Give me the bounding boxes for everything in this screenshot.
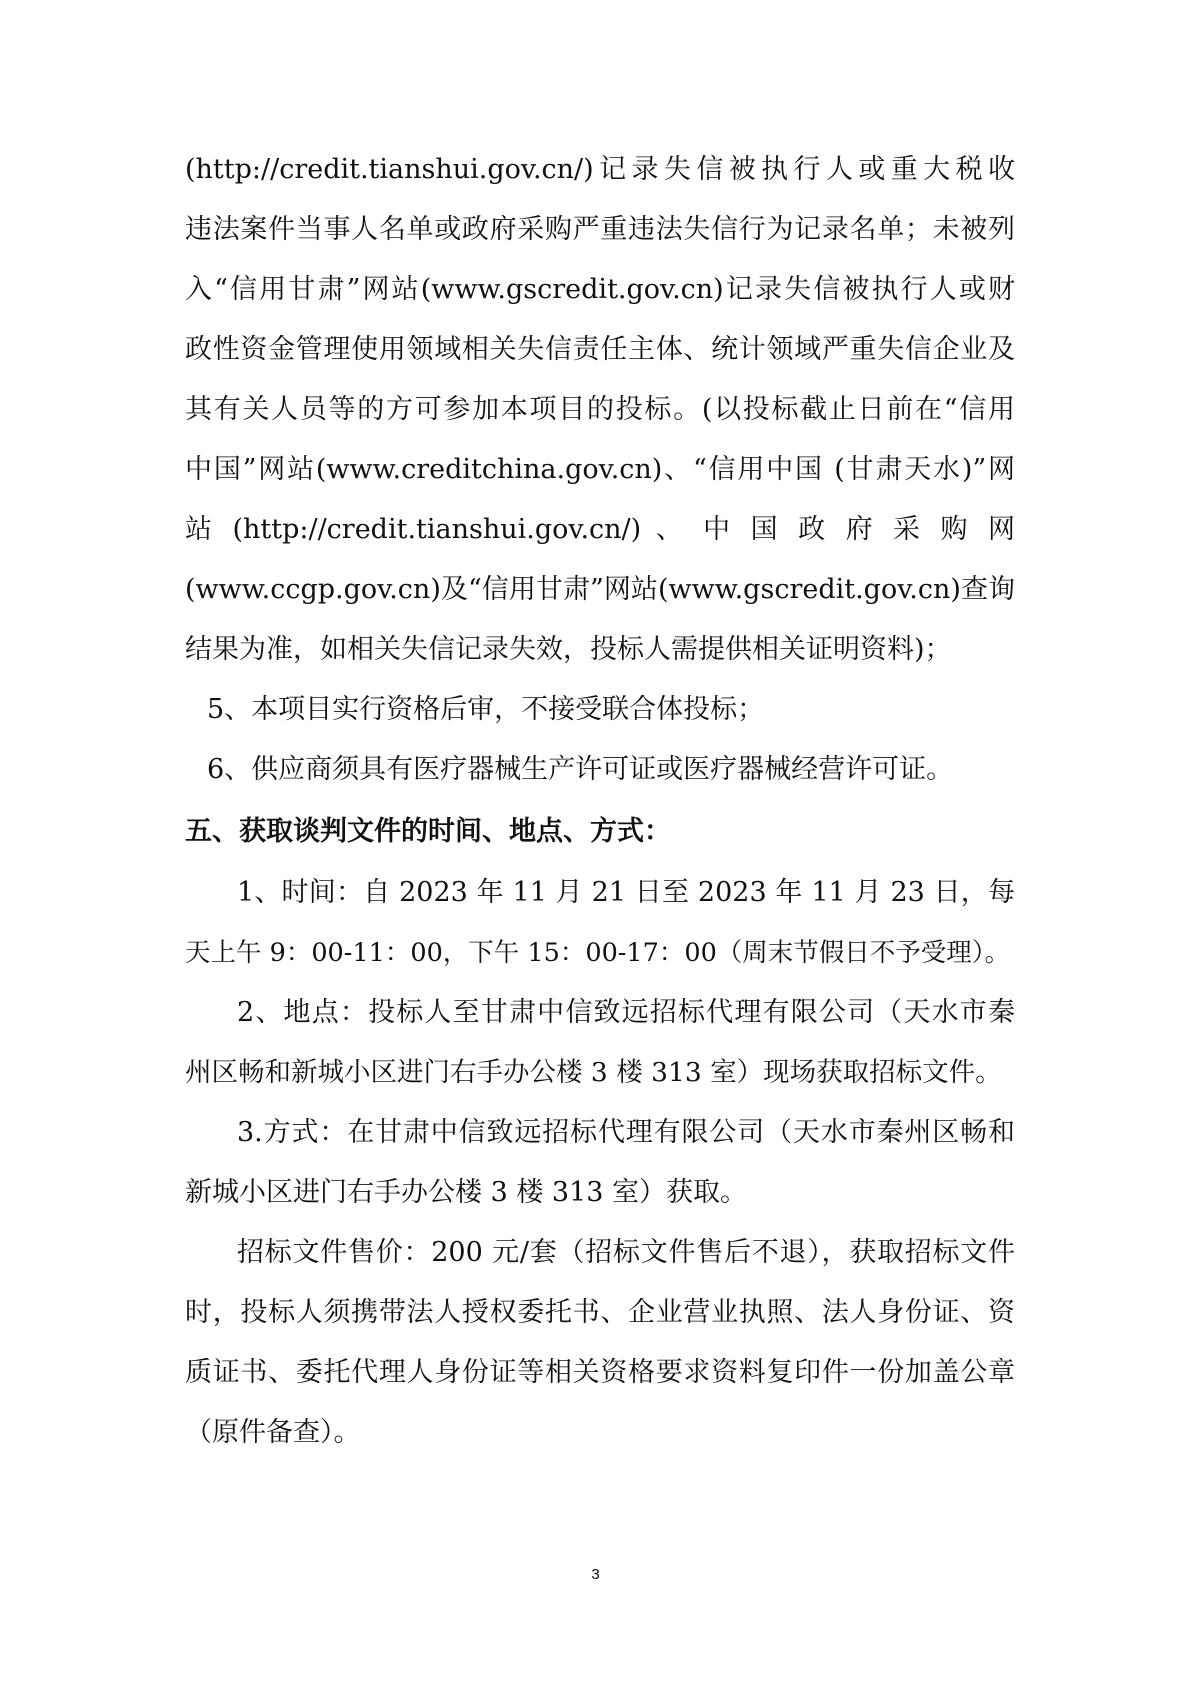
body-line: （原件备查）。 xyxy=(185,1417,361,1448)
body-line: 2、地点：投标人至甘肃中信致远招标代理有限公司（天水市秦 xyxy=(237,997,1015,1028)
list-item: 5、本项目实行资格后审，不接受联合体投标； xyxy=(207,694,765,725)
body-line: (www.ccgp.gov.cn)及“信用甘肃”网站(www.gscredit.gov.cn)查询 xyxy=(185,574,1015,605)
body-line: 3.方式：在甘肃中信致远招标代理有限公司（天水市秦州区畅和 xyxy=(237,1117,1015,1148)
body-line: 招标文件售价：200 元/套（招标文件售后不退），获取招标文件 xyxy=(237,1237,1015,1268)
section-heading: 五、获取谈判文件的时间、地点、方式： xyxy=(185,816,671,847)
body-line: 天上午 9：00-11：00，下午 15：00-17：00（周末节假日不予受理）。 xyxy=(185,938,1011,968)
page-number: 3 xyxy=(591,1566,600,1583)
body-line: 结果为准，如相关失信记录失效，投标人需提供相关证明资料)； xyxy=(185,634,952,665)
body-line: 州区畅和新城小区进门右手办公楼 3 楼 313 室）现场获取招标文件。 xyxy=(185,1057,1002,1088)
body-line: 其有关人员等的方可参加本项目的投标。(以投标截止日前在“信用 xyxy=(185,394,1015,425)
body-line: 1、时间：自 2023 年 11 月 21 日至 2023 年 11 月 23 日，每 xyxy=(237,877,1015,908)
body-line: 站 (http://credit.tianshui.gov.cn/) 、 中 国 政 府 采 购 网 xyxy=(185,514,1015,545)
body-line: 中国”网站(www.creditchina.gov.cn)、“信用中国 (甘肃天水)”网 xyxy=(185,454,1015,485)
body-line: 时，投标人须携带法人授权委托书、企业营业执照、法人身份证、资 xyxy=(185,1297,1015,1328)
body-line: 质证书、委托代理人身份证等相关资格要求资料复印件一份加盖公章 xyxy=(185,1357,1015,1388)
list-item: 6、供应商须具有医疗器械生产许可证或医疗器械经营许可证。 xyxy=(207,754,954,785)
body-line: 新城小区进门右手办公楼 3 楼 313 室）获取。 xyxy=(185,1177,748,1208)
body-line: 违法案件当事人名单或政府采购严重违法失信行为记录名单；未被列 xyxy=(185,214,1015,245)
body-line: 入“信用甘肃”网站(www.gscredit.gov.cn)记录失信被执行人或财 xyxy=(185,274,1015,305)
body-line: (http://credit.tianshui.gov.cn/)记录失信被执行人或重大税收 xyxy=(185,154,1015,185)
body-line: 政性资金管理使用领域相关失信责任主体、统计领域严重失信企业及 xyxy=(185,334,1015,365)
